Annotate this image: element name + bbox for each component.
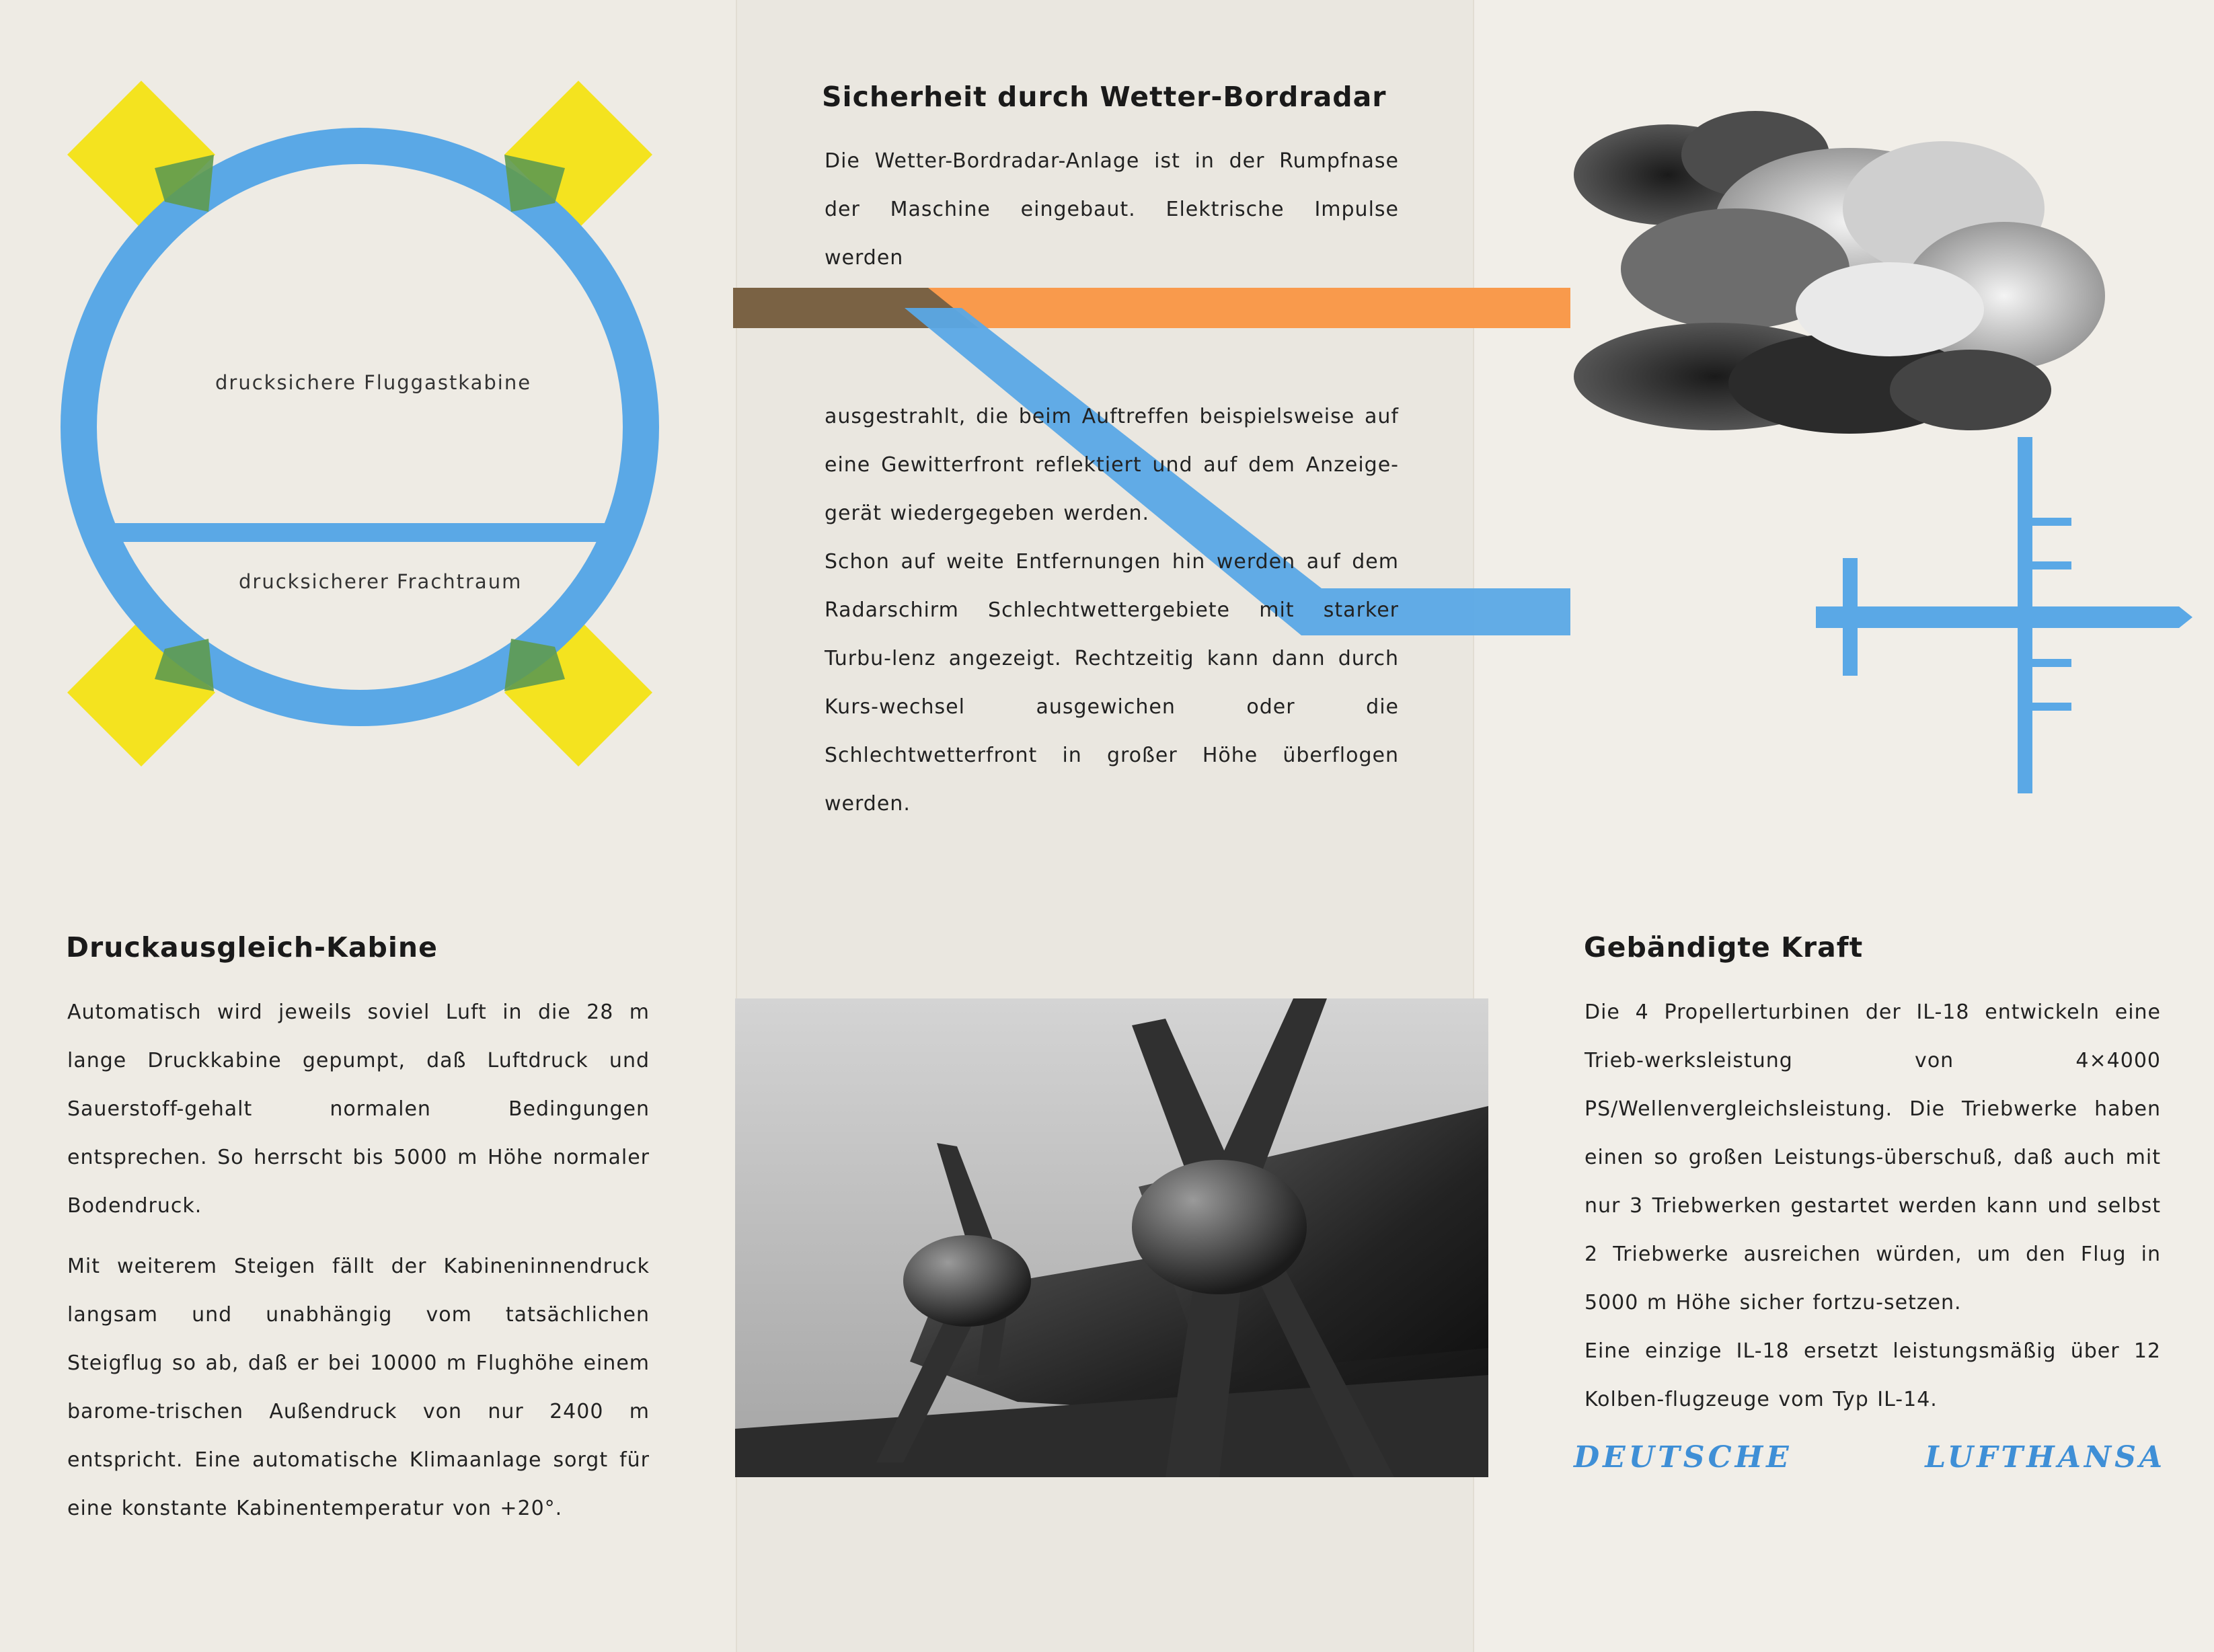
lufthansa-logo: DEUTSCHE LUFTHANSA (1574, 1440, 2166, 1474)
radar-heading: Sicherheit durch Wetter-Bordradar (822, 81, 1387, 113)
green-overlaps (155, 155, 565, 691)
fuselage-ring (79, 146, 641, 708)
cargo-hold-label: drucksicherer Frachtraum (239, 570, 523, 593)
radar-bar (733, 288, 1570, 328)
power-text: Die 4 Propellerturbinen der IL-18 entwickeln eine Trieb-werksleistung von 4×4000 PS/Wellenvergleichsleistung. Die Triebwerke haben einen so großen Leistungs-überschuß, daß auch mit nur 3 Triebwerken gestartet werden kann und selbst 2 Triebwerke ausreichen würden, um den Flug in 5000 m Höhe sicher fortzu-setzen. Eine einzige IL-18 ersetzt leistungsmäßig über 12 Kolben-flugzeuge vom Typ IL-14. (1585, 1000, 2161, 1411)
power-heading: Gebändigte Kraft (1584, 931, 1864, 963)
cabin-cross-section-diagram (54, 74, 673, 787)
passenger-cabin-label: drucksichere Fluggastkabine (215, 371, 532, 394)
turboprop-engines-photo (735, 998, 1488, 1477)
radar-paragraph-middle: ausgestrahlt, die beim Auftreffen beispielsweise auf eine Gewitterfront reflektiert und auf dem Anzeige-gerät wiedergegeben werden. Schon auf weite Entfernungen hin werden auf dem Radarschirm Schlechtwettergebiete mit starker Turbu-lenz angezeigt. Rechtzeitig kann dann durch Kurs-wechsel ausgewichen oder die Schlechtwetterfront in großer Höhe überflogen werden. (825, 405, 1399, 816)
pressure-heading: Druckausgleich-Kabine (66, 931, 438, 963)
pressure-text: Automatisch wird jeweils soviel Luft in die 28 m lange Druckkabine gepumpt, daß Luftdruck und Sauerstoff-gehalt normalen Bedingungen entsprechen. So herrscht bis 5000 m Höhe normaler Bodendruck. Mit weiterem Steigen fällt der Kabineninnendruck langsam und unabhängig vom tatsächlichen Steigflug so ab, daß er bei 10000 m Flughöhe einem barome-trischen Außendruck von nur 2400 m entspricht. Eine automatische Klimaanlage sorgt für eine konstante Kabinentemperatur von +20°. (67, 1000, 650, 1520)
radar-paragraph-top: Die Wetter-Bordradar-Anlage ist in der Rumpfnase der Maschine eingebaut. Elektrische Impulse werden (825, 149, 1399, 270)
yellow-diamonds (67, 81, 652, 766)
aircraft-silhouette-icon (1816, 437, 2192, 800)
